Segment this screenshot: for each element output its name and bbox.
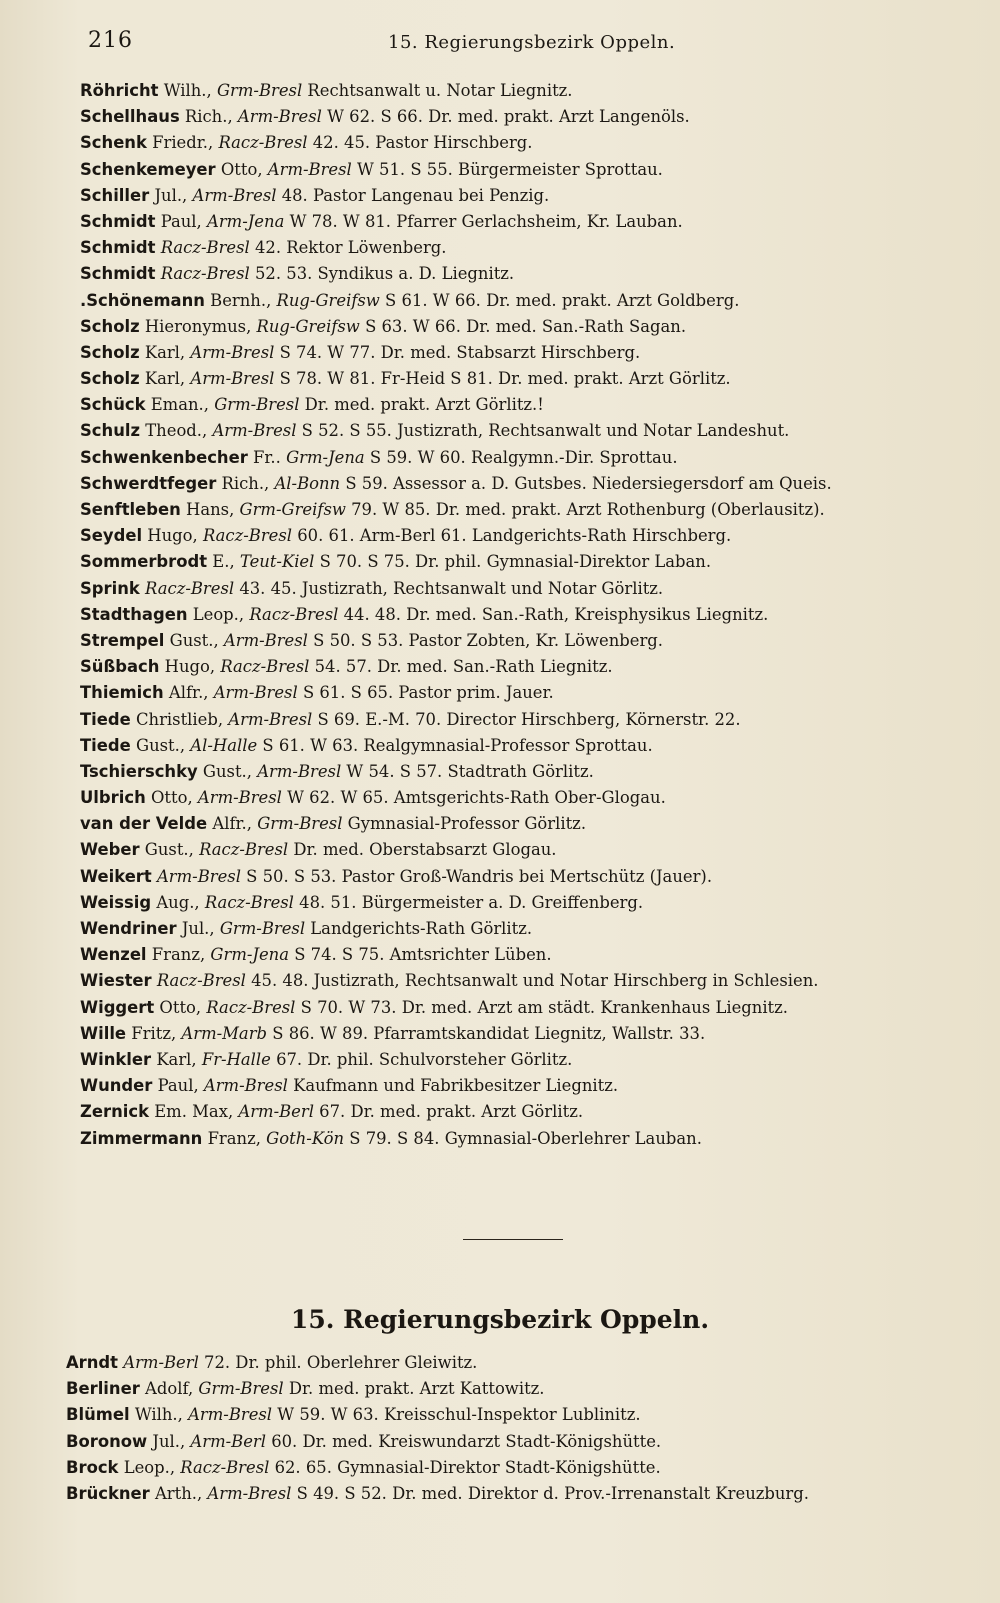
entry-details: S 70. S 75. Dr. phil. Gymnasial-Direktor Laban.: [319, 552, 712, 572]
entry-name: Brock: [66, 1457, 119, 1477]
entry-row: [80, 314, 960, 340]
entry-details: W 62. S 66. Dr. med. prakt. Arzt Langenöls.: [327, 107, 690, 127]
entry-university: Grm-Bresl: [219, 919, 306, 938]
entry-university: Arm-Bresl: [156, 866, 241, 886]
entry-row: [80, 288, 960, 314]
entry-details: S 59. W 60. Realgymn.-Dir. Sprottau.: [369, 447, 678, 467]
entry-row: [80, 995, 960, 1021]
entry-name: Zimmermann: [80, 1128, 203, 1148]
entry-row: [80, 864, 960, 890]
entry-first-name: Leop.,: [192, 604, 245, 624]
entry-row: [66, 1402, 966, 1428]
entry-row: [80, 1099, 960, 1125]
entry-details: S 79. S 84. Gymnasial-Oberlehrer Lauban.: [349, 1128, 702, 1148]
entry-row: [80, 811, 960, 837]
entry-name: Boronow: [66, 1431, 148, 1451]
entry-name: Schwerdtfeger: [80, 473, 217, 493]
entry-first-name: Paul,: [160, 211, 202, 231]
entry-details: S 74. S 75. Amtsrichter Lüben.: [294, 945, 552, 965]
entry-row: [80, 1021, 960, 1047]
entry-details: S 69. E.-M. 70. Director Hirschberg, Körnerstr. 22.: [317, 709, 741, 729]
page-number: 216: [88, 28, 133, 53]
entry-university: Grm-Bresl: [214, 395, 300, 415]
entry-details: 67. Dr. med. prakt. Arzt Görlitz.: [319, 1102, 584, 1122]
entry-university: Racz-Bresl: [204, 892, 294, 912]
entry-details: W 54. S 57. Stadtrath Görlitz.: [346, 761, 594, 781]
entry-details: S 86. W 89. Pfarramtskandidat Liegnitz, Wallstr. 33.: [272, 1023, 706, 1043]
entry-first-name: Wilh.,: [163, 81, 212, 100]
entry-name: Röhricht: [80, 81, 159, 100]
entry-first-name: Christlieb,: [135, 709, 224, 729]
entry-first-name: Wilh.,: [134, 1405, 183, 1425]
entry-row: [66, 1429, 966, 1455]
entry-name: Scholz: [80, 342, 140, 362]
entry-row: [66, 1481, 966, 1507]
entry-details: 45. 48. Justizrath, Rechtsanwalt und Notar Hirschberg in Schlesien.: [251, 971, 819, 991]
entry-list-oppeln: [66, 1350, 966, 1507]
entry-first-name: Otto,: [150, 788, 193, 808]
entry-university: Arm-Bresl: [203, 1076, 288, 1096]
entry-name: Wiggert: [80, 997, 155, 1017]
entry-row: [80, 654, 960, 680]
entry-row: [80, 576, 960, 602]
entry-details: S 78. W 81. Fr-Heid S 81. Dr. med. prakt. Arzt Görlitz.: [279, 369, 731, 389]
entry-row: [80, 942, 960, 968]
entry-name: Weber: [80, 840, 140, 860]
entry-first-name: Karl,: [144, 369, 186, 389]
entry-row: [80, 366, 960, 392]
entry-row: [80, 157, 960, 183]
entry-row: [80, 759, 960, 785]
entry-details: 48. 51. Bürgermeister a. D. Greiffenberg.: [299, 892, 644, 912]
entry-row: [80, 1126, 960, 1152]
entry-details: S 63. W 66. Dr. med. San.-Rath Sagan.: [365, 316, 687, 336]
entry-name: Schiller: [80, 185, 150, 205]
entry-first-name: Gust.,: [135, 735, 186, 755]
entry-first-name: Eman.,: [150, 395, 209, 415]
entry-row: [66, 1376, 966, 1402]
entry-university: Racz-Bresl: [145, 578, 235, 598]
entry-name: Sommerbrodt: [80, 552, 208, 572]
entry-details: S 50. S 53. Pastor Groß-Wandris bei Mertschütz (Jauer).: [246, 866, 713, 886]
entry-row: [80, 680, 960, 706]
entry-name: Scholz: [80, 316, 140, 336]
entry-name: Süßbach: [80, 657, 160, 677]
entry-first-name: Otto,: [159, 997, 202, 1017]
entry-name: Zernick: [80, 1102, 149, 1122]
entry-university: Racz-Bresl: [206, 997, 296, 1017]
entry-details: S 49. S 52. Dr. med. Direktor d. Prov.-Irrenanstalt Kreuzburg.: [296, 1483, 809, 1503]
entry-first-name: Karl,: [144, 342, 186, 362]
entry-name: Thiemich: [80, 683, 164, 703]
entry-name: Wiester: [80, 971, 152, 991]
entry-university: Arm-Bresl: [223, 630, 308, 650]
entry-name: Wille: [80, 1023, 127, 1043]
entry-details: Dr. med. Oberstabsarzt Glogau.: [293, 840, 557, 860]
entry-row: [80, 1047, 960, 1073]
entry-first-name: Theod.,: [145, 421, 208, 441]
entry-first-name: Fritz,: [131, 1023, 177, 1043]
entry-first-name: Aug.,: [156, 892, 200, 912]
entry-row: [80, 261, 960, 287]
entry-details: 52. 53. Syndikus a. D. Liegnitz.: [254, 264, 515, 284]
entry-first-name: Jul.,: [152, 1431, 186, 1451]
entry-university: Arm-Berl: [238, 1102, 314, 1122]
entry-details: 54. 57. Dr. med. San.-Rath Liegnitz.: [314, 657, 613, 677]
running-head: 15. Regierungsbezirk Oppeln.: [388, 32, 676, 53]
entry-university: Arm-Berl: [123, 1353, 199, 1372]
entry-row: [80, 785, 960, 811]
entry-name: Wenzel: [80, 945, 147, 965]
entry-university: Racz-Bresl: [199, 840, 289, 860]
entry-row: [80, 1073, 960, 1099]
entry-name: Blümel: [66, 1405, 130, 1425]
entry-first-name: Rich.,: [221, 473, 270, 493]
entry-details: S 74. W 77. Dr. med. Stabsarzt Hirschberg.: [279, 342, 641, 362]
entry-details: S 50. S 53. Pastor Zobten, Kr. Löwenberg.: [313, 630, 664, 650]
entry-details: Rechtsanwalt u. Notar Liegnitz.: [307, 81, 573, 100]
entry-university: Grm-Jena: [210, 945, 289, 965]
entry-row: [80, 890, 960, 916]
entry-details: 44. 48. Dr. med. San.-Rath, Kreisphysikus Liegnitz.: [343, 604, 769, 624]
entry-first-name: Jul.,: [181, 919, 215, 938]
entry-row: [80, 235, 960, 261]
entry-university: Arm-Bresl: [207, 1483, 292, 1503]
entry-university: Grm-Bresl: [257, 814, 343, 834]
entry-university: Arm-Bresl: [190, 342, 275, 362]
entry-first-name: Alfr.,: [168, 683, 209, 703]
entry-details: 62. 65. Gymnasial-Direktor Stadt-Königshütte.: [274, 1457, 661, 1477]
section-divider: [463, 1239, 563, 1240]
entry-university: Arm-Jena: [206, 211, 285, 231]
entry-university: Arm-Bresl: [188, 1405, 273, 1425]
entry-details: Dr. med. prakt. Arzt Görlitz.!: [304, 395, 544, 415]
entry-university: Al-Halle: [190, 735, 258, 755]
entry-details: 60. 61. Arm-Berl 61. Landgerichts-Rath Hirschberg.: [297, 526, 732, 546]
entry-details: W 62. W 65. Amtsgerichts-Rath Ober-Glogau.: [287, 788, 666, 808]
entry-name: Schmidt: [80, 264, 156, 284]
entry-first-name: Gust.,: [169, 630, 219, 650]
entry-name: Senftleben: [80, 500, 181, 519]
entry-name: Wendriner: [80, 919, 177, 938]
entry-first-name: Gust.,: [144, 840, 194, 860]
entry-details: S 70. W 73. Dr. med. Arzt am städt. Krankenhaus Liegnitz.: [300, 997, 788, 1017]
entry-university: Fr-Halle: [201, 1049, 271, 1069]
entry-name: Winkler: [80, 1049, 152, 1069]
entry-row: [80, 628, 960, 654]
entry-row: [80, 523, 960, 549]
entry-university: Racz-Bresl: [218, 133, 308, 153]
entry-details: 60. Dr. med. Kreiswundarzt Stadt-Königshütte.: [271, 1431, 662, 1451]
entry-first-name: Otto,: [220, 159, 263, 179]
entry-details: 72. Dr. phil. Oberlehrer Gleiwitz.: [204, 1353, 478, 1372]
entry-details: Landgerichts-Rath Görlitz.: [310, 919, 533, 938]
entry-university: Arm-Bresl: [212, 421, 297, 441]
entry-university: Racz-Bresl: [220, 657, 310, 677]
entry-first-name: Friedr.,: [152, 133, 214, 153]
entry-details: S 61. W 66. Dr. med. prakt. Arzt Goldberg.: [385, 290, 740, 310]
entry-name: Weikert: [80, 866, 152, 886]
section-title: 15. Regierungsbezirk Oppeln.: [290, 1305, 710, 1334]
entry-name: Scholz: [80, 369, 140, 389]
entry-row: [80, 968, 960, 994]
entry-name: Strempel: [80, 630, 165, 650]
entry-university: Racz-Bresl: [160, 264, 250, 284]
entry-first-name: E.,: [212, 552, 235, 572]
entry-name: Schück: [80, 395, 146, 415]
entry-university: Racz-Bresl: [160, 238, 250, 258]
entry-first-name: Leop.,: [123, 1457, 176, 1477]
entry-university: Arm-Bresl: [237, 107, 322, 127]
entry-name: Schmidt: [80, 211, 156, 231]
entry-row: [80, 733, 960, 759]
entry-details: 42. Rektor Löwenberg.: [254, 238, 447, 258]
page-header: [88, 28, 930, 58]
entry-first-name: Fr..: [253, 447, 281, 467]
entry-first-name: Franz,: [207, 1128, 261, 1148]
entry-details: Kaufmann und Fabrikbesitzer Liegnitz.: [293, 1076, 619, 1096]
entry-row: [80, 471, 960, 497]
entry-university: Teut-Kiel: [239, 552, 315, 572]
entry-name: Schwenkenbecher: [80, 447, 248, 467]
entry-list: [80, 78, 960, 1152]
entry-name: Seydel: [80, 526, 143, 546]
entry-name: Arndt: [66, 1353, 119, 1372]
entry-university: Grm-Bresl: [198, 1379, 284, 1399]
entry-university: Arm-Berl: [190, 1431, 266, 1451]
entry-name: Brückner: [66, 1483, 150, 1503]
entry-details: S 61. S 65. Pastor prim. Jauer.: [302, 683, 554, 703]
entry-first-name: Rich.,: [184, 107, 233, 127]
entry-university: Arm-Marb: [181, 1023, 268, 1043]
entry-row: [80, 78, 960, 104]
entry-university: Arm-Bresl: [213, 683, 298, 703]
entry-first-name: Franz,: [151, 945, 206, 965]
entry-name: Tiede: [80, 735, 131, 755]
entry-university: Grm-Greifsw: [239, 500, 346, 519]
entry-university: Goth-Kön: [266, 1128, 345, 1148]
entry-row: [80, 392, 960, 418]
entry-row: [66, 1350, 966, 1376]
entry-first-name: Paul,: [157, 1076, 199, 1096]
entry-name: Schmidt: [80, 238, 156, 258]
entry-details: Gymnasial-Professor Görlitz.: [347, 814, 587, 834]
entry-university: Arm-Bresl: [192, 185, 277, 205]
entry-row: [80, 602, 960, 628]
entry-first-name: Hugo,: [147, 526, 198, 546]
entry-name: Sprink: [80, 578, 140, 598]
entry-details: S 61. W 63. Realgymnasial-Professor Sprottau.: [262, 735, 653, 755]
entry-row: [80, 445, 960, 471]
entry-university: Grm-Jena: [286, 447, 365, 467]
entry-row: [80, 130, 960, 156]
entry-row: [80, 209, 960, 235]
entry-details: W 59. W 63. Kreisschul-Inspektor Lublinitz.: [277, 1405, 641, 1425]
entry-row: [80, 707, 960, 733]
entry-university: Al-Bonn: [274, 473, 341, 493]
entry-row: [80, 916, 960, 942]
entry-first-name: Arth.,: [154, 1483, 203, 1503]
entry-first-name: Jul.,: [154, 185, 188, 205]
entry-name: Schenkemeyer: [80, 159, 216, 179]
entry-details: 79. W 85. Dr. med. prakt. Arzt Rothenburg (Oberlausitz).: [351, 500, 825, 519]
entry-details: W 78. W 81. Pfarrer Gerlachsheim, Kr. Lauban.: [289, 211, 683, 231]
entry-row: [80, 340, 960, 366]
entry-university: Racz-Bresl: [180, 1457, 270, 1477]
entry-university: Arm-Bresl: [257, 761, 342, 781]
entry-row: [66, 1455, 966, 1481]
entry-first-name: Hieronymus,: [144, 316, 252, 336]
entry-row: [80, 183, 960, 209]
entry-details: W 51. S 55. Bürgermeister Sprottau.: [357, 159, 663, 179]
entry-details: Dr. med. prakt. Arzt Kattowitz.: [288, 1379, 545, 1399]
entry-name: Schellhaus: [80, 107, 180, 127]
entry-first-name: Karl,: [156, 1049, 197, 1069]
entry-row: [80, 837, 960, 863]
entry-university: Rug-Greifsw: [256, 316, 360, 336]
entry-university: Racz-Bresl: [249, 604, 339, 624]
entry-first-name: Alfr.,: [212, 814, 252, 834]
entry-name: Stadthagen: [80, 604, 188, 624]
entry-name: Weissig: [80, 892, 152, 912]
entry-details: 48. Pastor Langenau bei Penzig.: [281, 185, 550, 205]
entry-first-name: Gust.,: [202, 761, 252, 781]
entry-first-name: Adolf,: [145, 1379, 194, 1399]
entry-row: [80, 549, 960, 575]
entry-name: .Schönemann: [80, 290, 205, 310]
entry-details: 43. 45. Justizrath, Rechtsanwalt und Notar Görlitz.: [239, 578, 664, 598]
entry-name: Schulz: [80, 421, 141, 441]
entry-name: Tiede: [80, 709, 131, 729]
entry-name: Tschierschky: [80, 761, 198, 781]
entry-name: van der Velde: [80, 814, 208, 834]
entry-first-name: Bernh.,: [210, 290, 272, 310]
entry-university: Racz-Bresl: [156, 971, 246, 991]
entry-university: Racz-Bresl: [202, 526, 293, 546]
entry-first-name: Em. Max,: [154, 1102, 234, 1122]
entry-university: Arm-Bresl: [190, 369, 275, 389]
entry-details: S 59. Assessor a. D. Gutsbes. Niedersiegersdorf am Queis.: [345, 473, 832, 493]
entry-first-name: Hugo,: [164, 657, 216, 677]
entry-row: [80, 418, 960, 444]
entry-details: 42. 45. Pastor Hirschberg.: [312, 133, 533, 153]
entry-university: Grm-Bresl: [216, 81, 303, 100]
entry-university: Rug-Greifsw: [276, 290, 380, 310]
entry-name: Schenk: [80, 133, 147, 153]
entry-row: [80, 104, 960, 130]
entry-university: Arm-Bresl: [267, 159, 352, 179]
entry-university: Arm-Bresl: [228, 709, 313, 729]
entry-name: Ulbrich: [80, 788, 146, 808]
entry-details: 67. Dr. phil. Schulvorsteher Görlitz.: [276, 1049, 573, 1069]
entry-university: Arm-Bresl: [197, 788, 282, 808]
entry-name: Berliner: [66, 1379, 140, 1399]
entry-details: S 52. S 55. Justizrath, Rechtsanwalt und Notar Landeshut.: [301, 421, 790, 441]
entry-name: Wunder: [80, 1076, 153, 1096]
entry-row: [80, 497, 960, 523]
entry-first-name: Hans,: [186, 500, 235, 519]
